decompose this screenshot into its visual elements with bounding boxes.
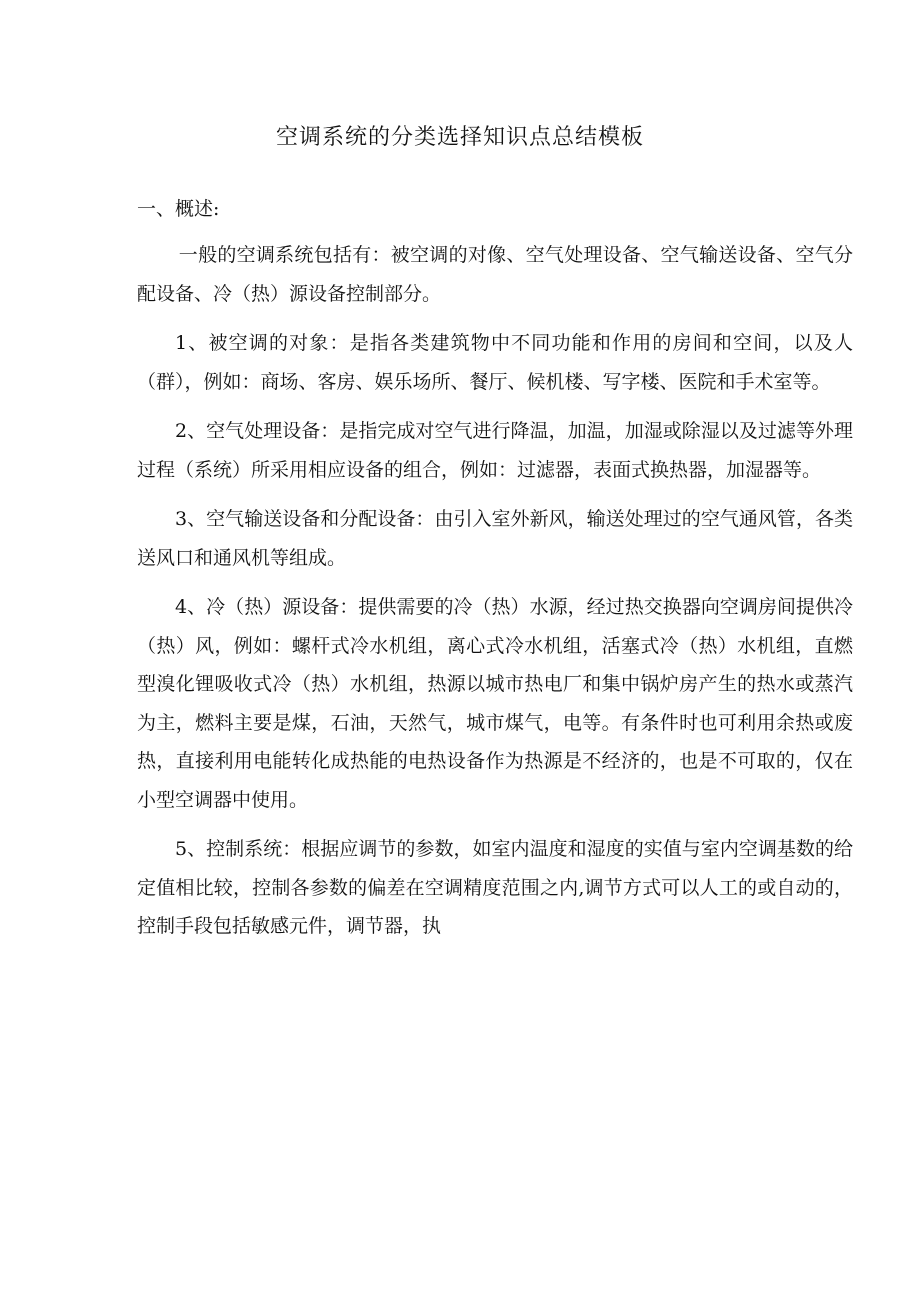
paragraph-item-1: 1、被空调的对象：是指各类建筑物中不同功能和作用的房间和空间，以及人（群），例如：商场、客房、娱乐场所、餐厅、候机楼、写字楼、医院和手术室等。 (137, 332, 853, 393)
paragraph-item-3: 3、空气输送设备和分配设备：由引入室外新风，输送处理过的空气通风管，各类送风口和通风机等组成。 (137, 508, 853, 569)
section-heading-overview: 一、概述: (137, 198, 220, 220)
document-body (137, 236, 853, 957)
paragraph-intro: 一般的空调系统包括有：被空调的对像、空气处理设备、空气输送设备、空气分配设备、冷（热）源设备控制部分。 (137, 244, 853, 305)
paragraph-item-4: 4、冷（热）源设备：提供需要的冷（热）水源，经过热交换器向空调房间提供冷（热）风，例如：螺杆式冷水机组，离心式冷水机组，活塞式冷（热）水机组，直燃型溴化锂吸收式冷（热）水机组，热源以城市热电厂和集中锅炉房产生的热水或蒸汽为主，燃料主要是煤，石油，天然气，城市煤气，电等。有条件时也可利用余热或废热，直接利用电能转化成热能的电热设备作为热源是不经济的，也是不可取的，仅在小型空调器中使用。 (137, 596, 853, 811)
document-title: 空调系统的分类选择知识点总结模板 (275, 125, 644, 150)
paragraph-item-2: 2、空气处理设备：是指完成对空气进行降温，加温，加湿或除湿以及过滤等外理过程（系统）所采用相应设备的组合，例如：过滤器，表面式换热器，加湿器等。 (137, 420, 853, 481)
paragraph-item-5: 5、控制系统：根据应调节的参数，如室内温度和湿度的实值与室内空调基数的给定值相比较，控制各参数的偏差在空调精度范围之内,调节方式可以人工的或自动的，控制手段包括敏感元件，调节器，执 (137, 838, 853, 937)
